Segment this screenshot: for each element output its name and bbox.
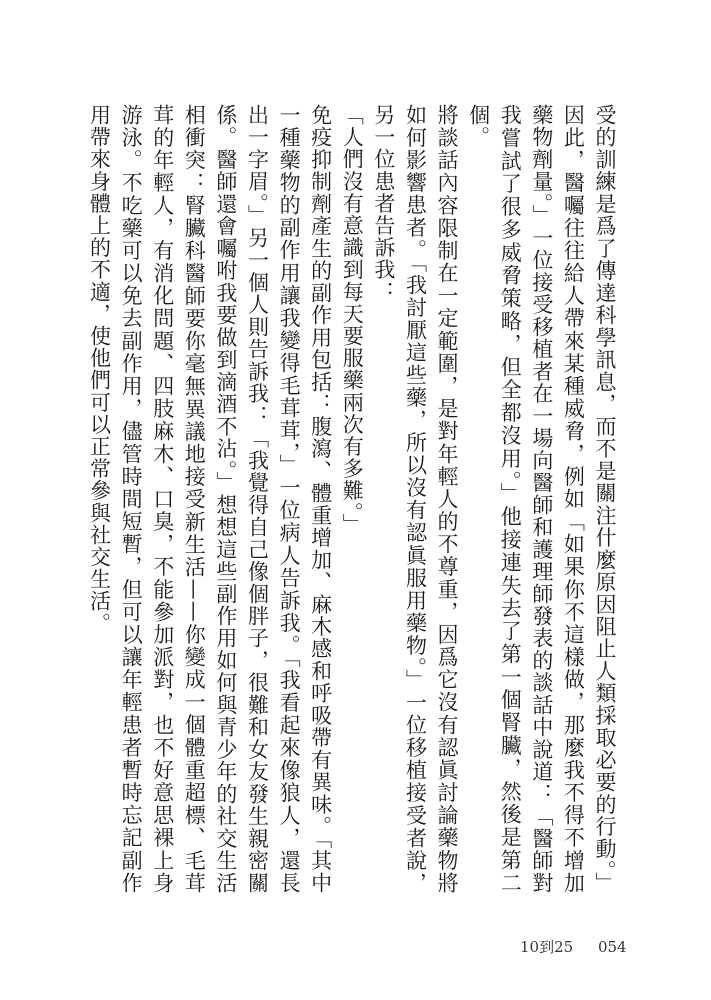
page-footer xyxy=(520,936,627,957)
paragraph-1: 受的訓練是爲了傳達科學訊息，而不是關注什麼原因阻止人類採取必要的行動。」因此，醫囑往往給人帶來某種威脅，例如「如果你不這樣做，那麼我不得不增加藥物劑量。」一位接受移植者在一場向醫師和護理師發表的談話中說道：「醫師對我嘗試了很多威脅策略，但全都沒用。」他接連失去了第一個腎臟，然後是第二個。 xyxy=(466,104,617,894)
paragraph-3: 免疫抑制劑產生的副作用包括：腹瀉、體重增加、麻木感和呼吸帶有異味。「其中一種藥物的副作用讓我變得毛茸茸，」一位病人告訴我。「我看起來像狼人，還長出一字眉。」另一個人則告訴我：「我覺得自己像個胖子，很難和女友發生親密關係。醫師還會囑咐我要做到滴酒不沾。」想想這些副作用如何與青少年的社交生活相衝突：腎臟科醫師要你毫無異議地接受新生活——你變成一個體重超標、毛茸茸的年輕人，有消化問題、四肢麻木、口臭，不能參加派對，也不好意思裸上身游泳。不吃藥可以免去副作用，儘管時間短暫，但可以讓年輕患者暫時忘記副作用帶來身體上的不適，使他們可以正常參與社交生活。 xyxy=(87,104,333,894)
page-number: 054 xyxy=(597,938,627,956)
paragraph-2: 將談話內容限制在一定範圍，是對年輕人的不尊重，因爲它沒有認眞討論藥物將如何影響患者。「我討厭這些藥，所以沒有認眞服用藥物。」一位移植接受者說，另一位患者告訴我： xyxy=(371,104,460,894)
running-title: 10到25 xyxy=(520,938,574,956)
block-quote: 「人們沒有意識到每天要服藥兩次有多難。」 xyxy=(340,104,365,536)
vertical-text-body xyxy=(87,104,620,894)
